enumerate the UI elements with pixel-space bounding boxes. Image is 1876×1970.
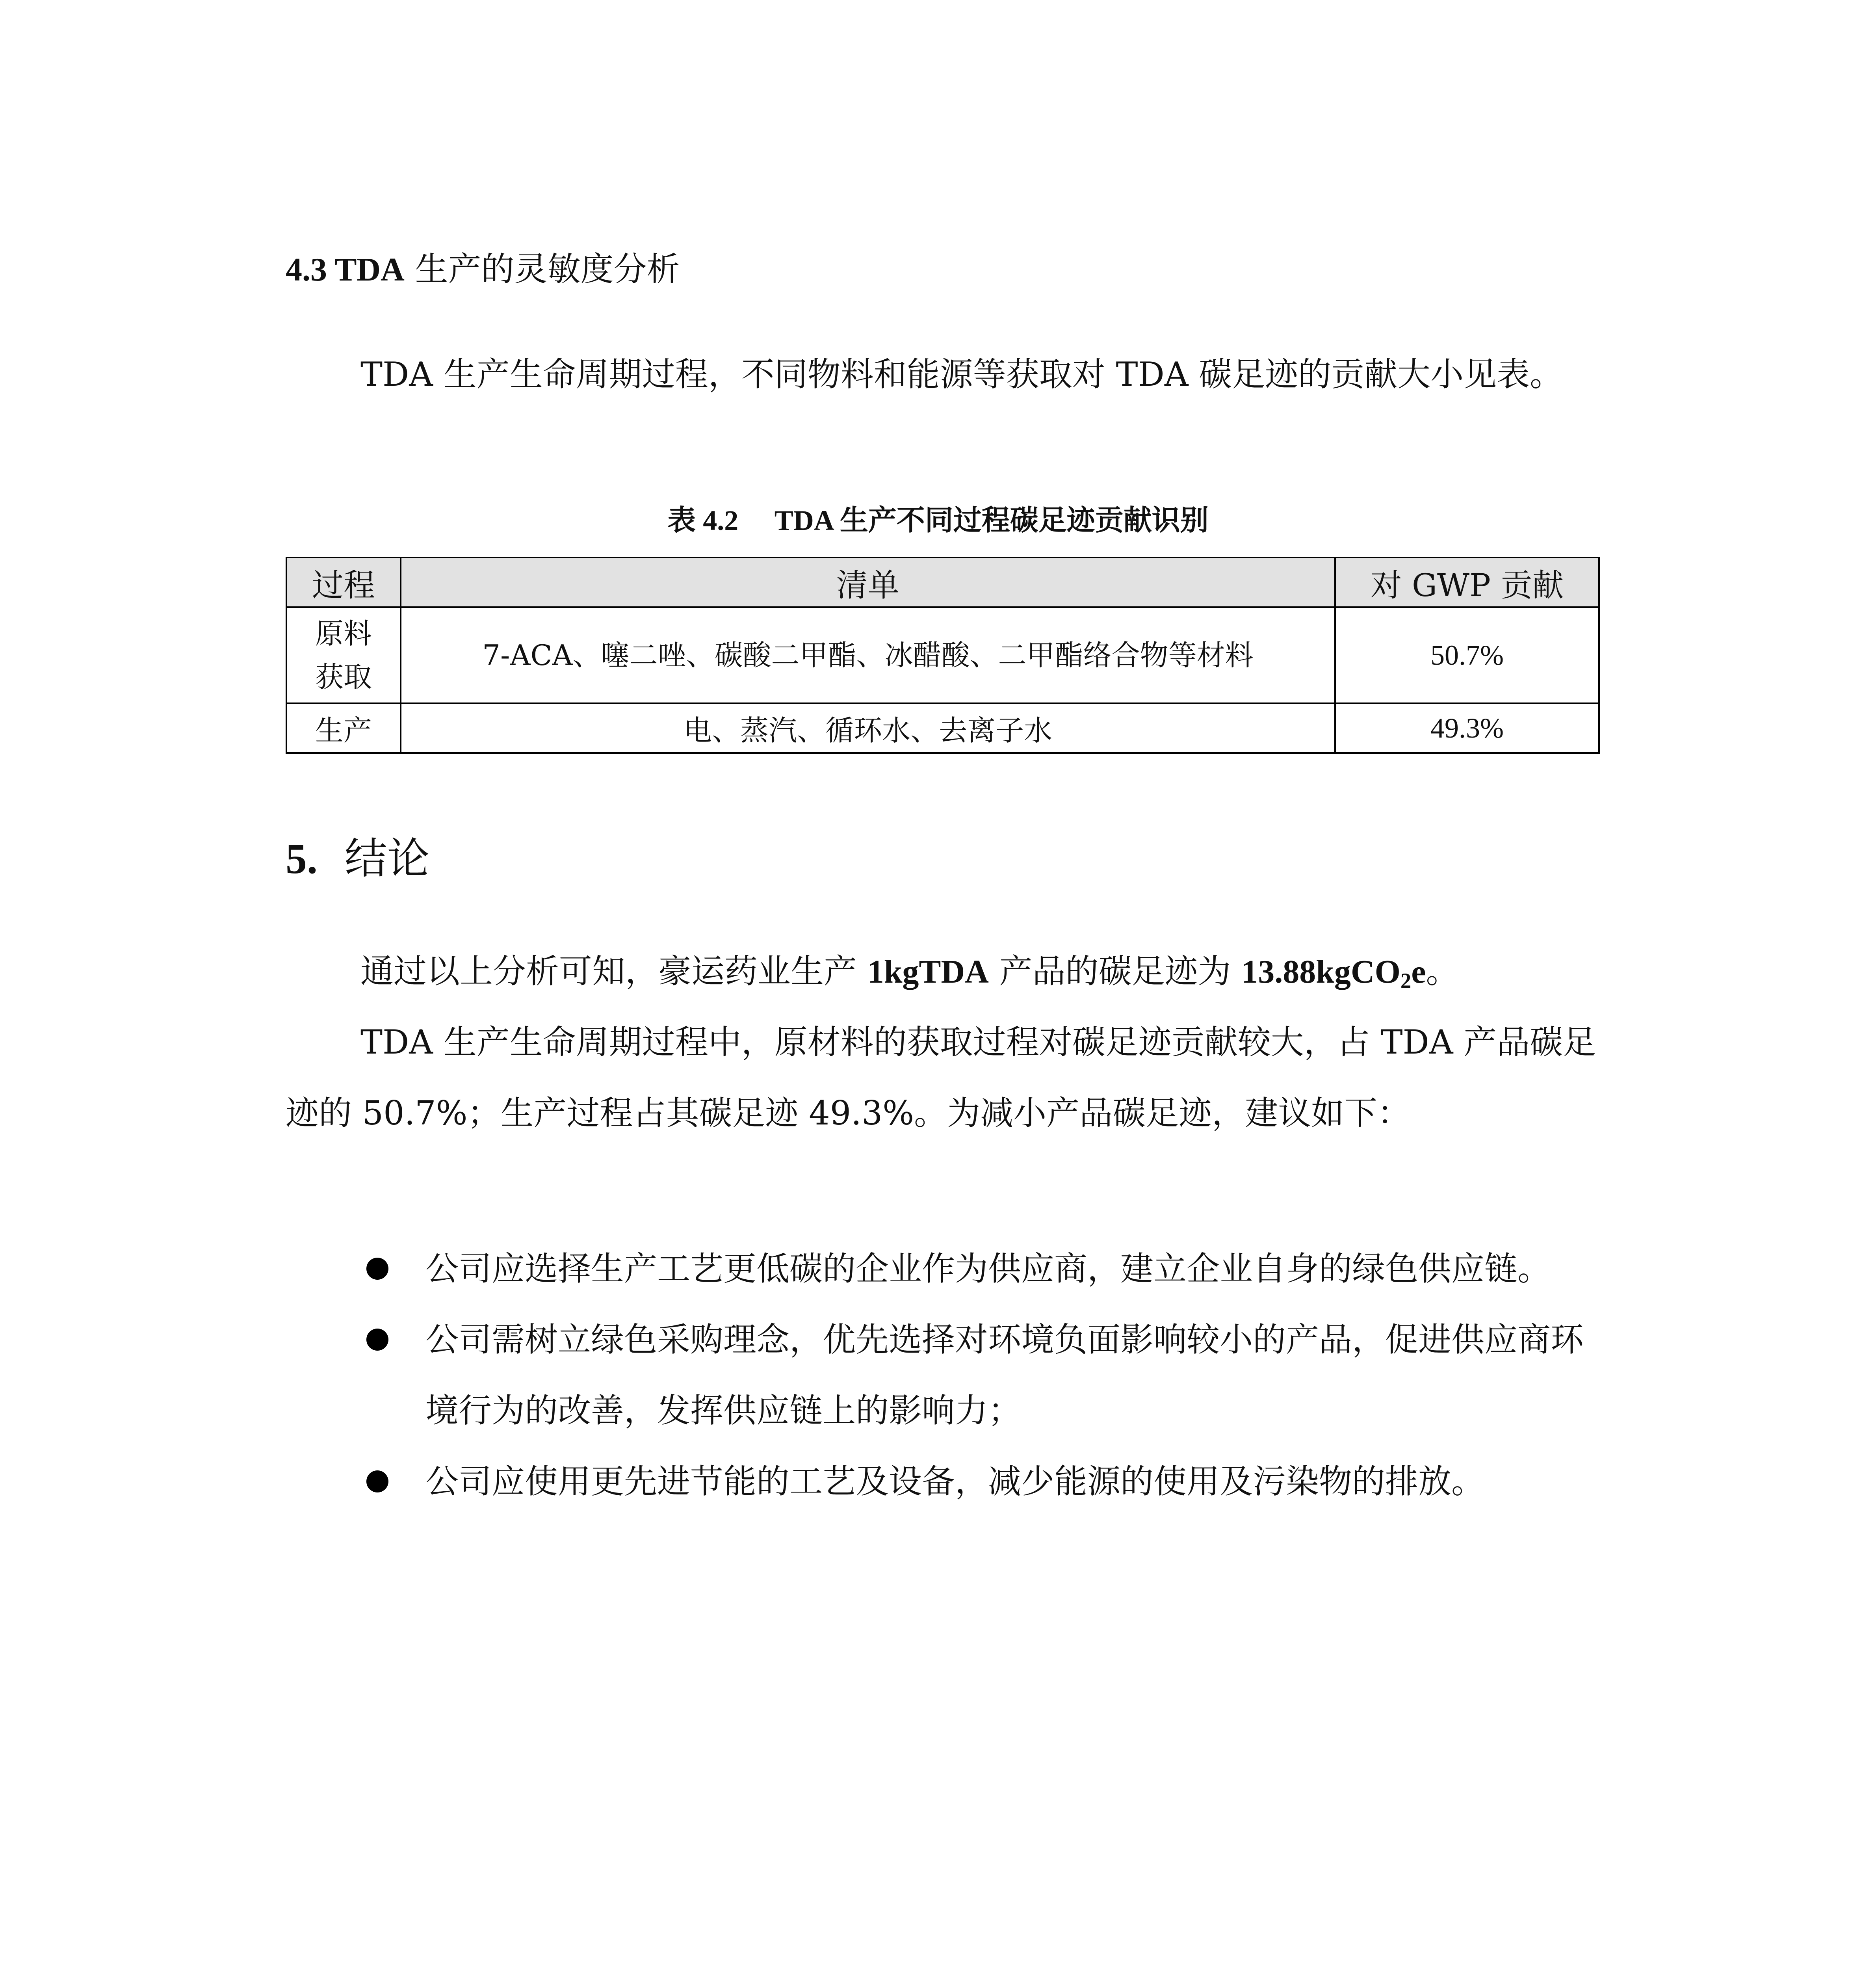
section-heading-5	[286, 831, 430, 887]
bullet-dot-icon	[366, 1470, 388, 1492]
intro-paragraph: TDA 生产生命周期过程，不同物料和能源等获取对 TDA 碳足迹的贡献大小见表。	[360, 355, 1563, 394]
header-process: 过程	[286, 558, 401, 607]
cell-process: 生产	[286, 703, 401, 753]
bullet-dot-icon	[366, 1329, 388, 1351]
section-title: 结论	[344, 834, 430, 883]
list-item: 公司应选择生产工艺更低碳的企业作为供应商，建立企业自身的绿色供应链。	[355, 1233, 1599, 1304]
cell-list: 电、蒸汽、循环水、去离子水	[401, 703, 1335, 753]
cell-gwp: 49.3%	[1335, 703, 1599, 753]
table-row	[286, 703, 1599, 753]
section-number: 4.3 TDA	[286, 251, 405, 288]
table-header-row	[286, 558, 1599, 607]
bullet-dot-icon	[366, 1258, 388, 1280]
list-item: 公司需树立绿色采购理念，优先选择对环境负面影响较小的产品，促进供应商环境行为的改善，发挥供应链上的影响力；	[355, 1304, 1599, 1446]
section-heading-4-3	[286, 247, 680, 292]
header-gwp: 对 GWP 贡献	[1335, 558, 1599, 607]
table-caption-text: TDA 生产不同过程碳足迹贡献识别	[774, 505, 1209, 536]
conclusion-paragraph-1: 通过以上分析可知，豪运药业生产 1kgTDA 产品的碳足迹为 13.88kgCO$_2$e。	[360, 952, 1459, 993]
table-caption	[0, 500, 1876, 540]
cell-process: 原料获取	[286, 607, 401, 703]
cell-gwp: 50.7%	[1335, 607, 1599, 703]
contribution-table	[286, 557, 1600, 754]
section-title: 生产的灵敏度分析	[415, 250, 680, 288]
cell-list: 7-ACA、噻二唑、碳酸二甲酯、冰醋酸、二甲酯络合物等材料	[401, 607, 1335, 703]
table-caption-number: 表 4.2	[667, 505, 739, 536]
header-list: 清单	[401, 558, 1335, 607]
recommendation-list	[355, 1233, 1599, 1517]
section-number: 5.	[286, 836, 318, 883]
conclusion-paragraph-2: TDA 生产生命周期过程中，原材料的获取过程对碳足迹贡献较大，占 TDA 产品碳足迹的 50.7%；生产过程占其碳足迹 49.3%。为减小产品碳足迹，建议如下：	[286, 1023, 1596, 1132]
table-row	[286, 607, 1599, 703]
list-item: 公司应使用更先进节能的工艺及设备，减少能源的使用及污染物的排放。	[355, 1446, 1599, 1517]
